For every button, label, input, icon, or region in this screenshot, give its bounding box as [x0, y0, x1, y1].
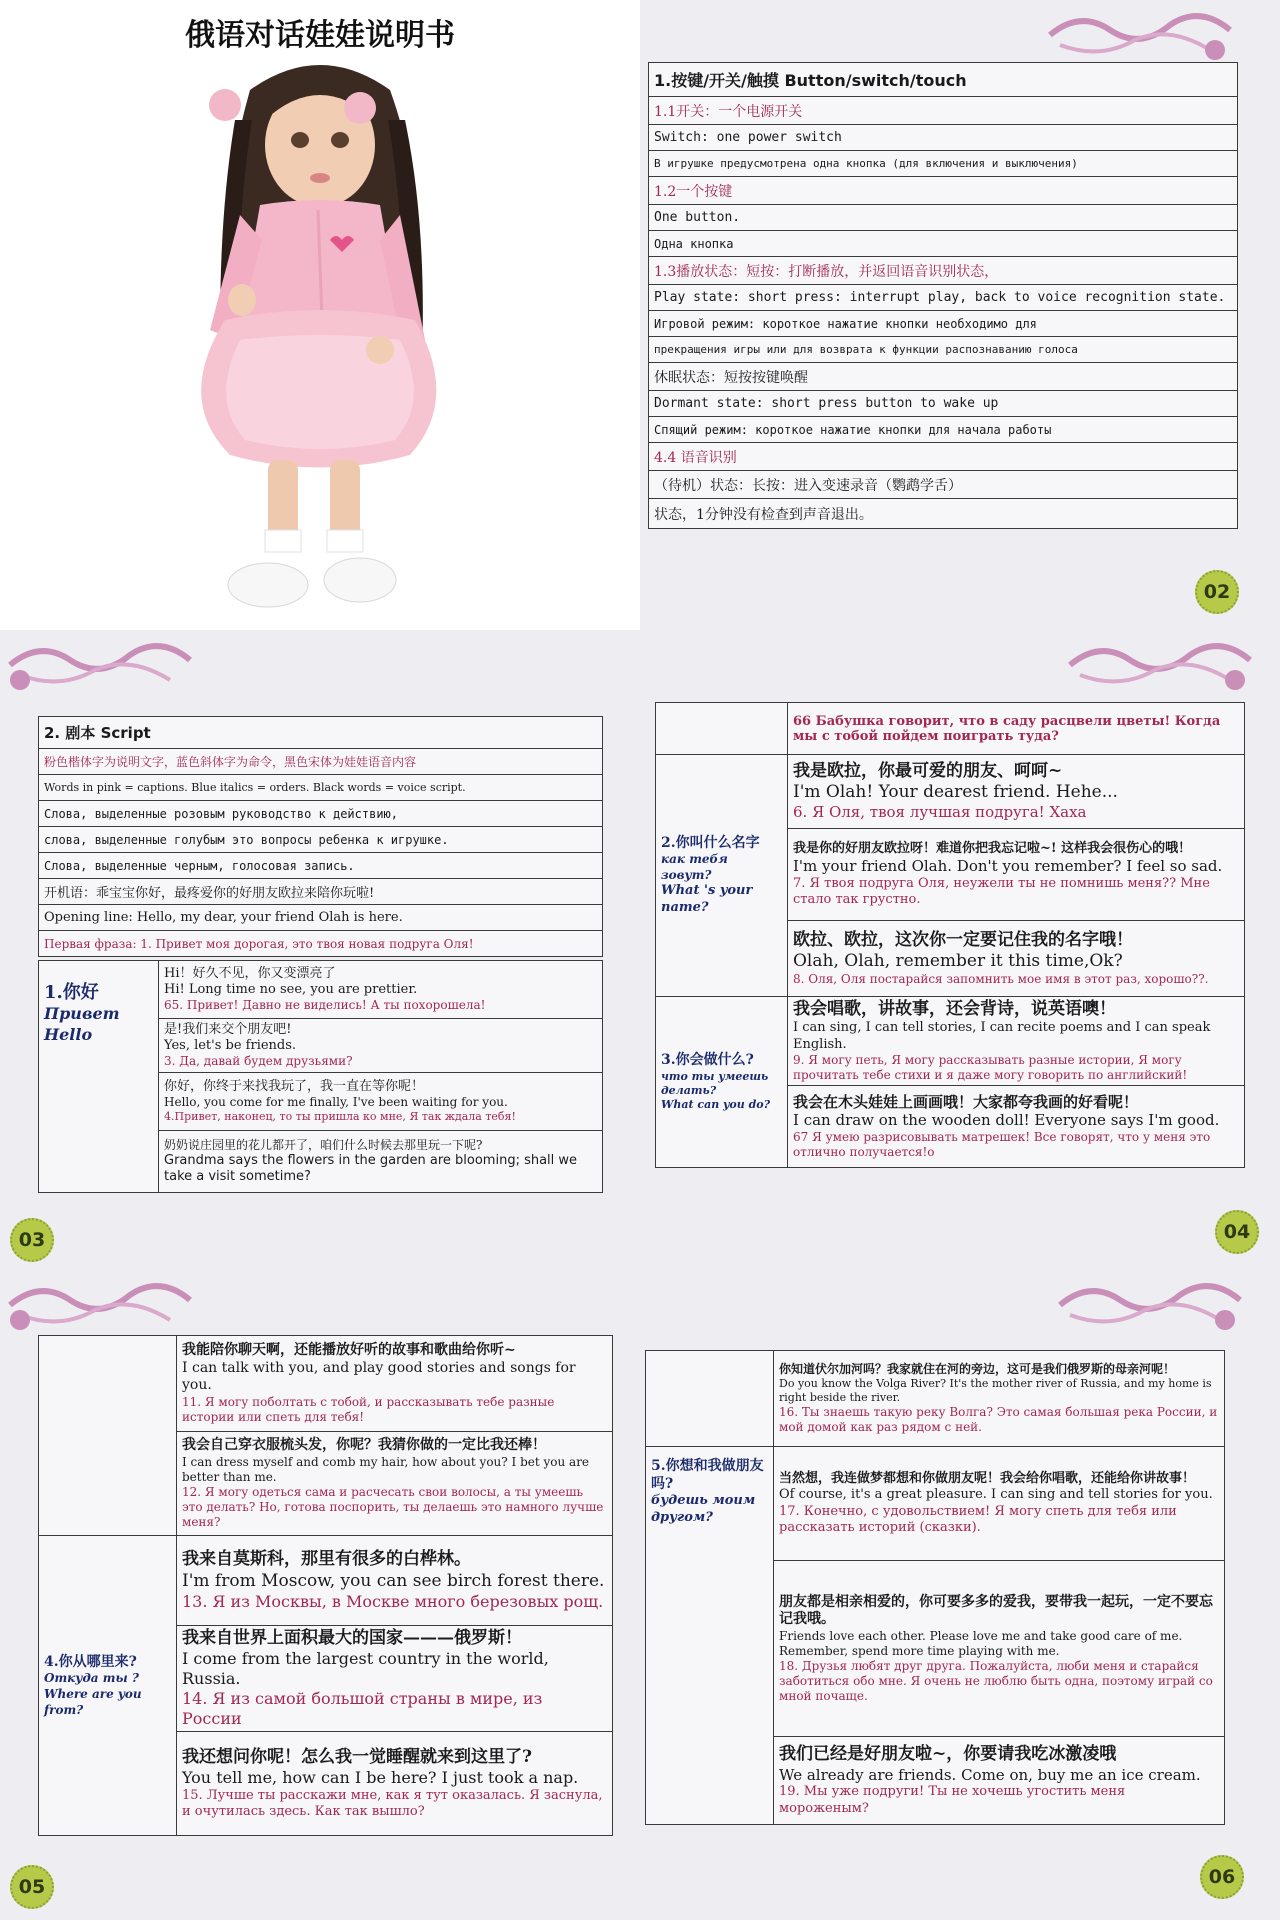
manual-page-04 [640, 630, 1280, 1270]
doll-photo-panel [0, 0, 640, 630]
section-title: 1.你好 [44, 982, 99, 1003]
row-text: Игровой режим: короткое нажатие кнопки необходимо для [649, 311, 1238, 337]
section-title: 4.你从哪里来? [44, 1654, 137, 1671]
entry-cn: 朋友都是相亲相爱的，你可要多多的爱我，要带我一起玩，一定不要忘记我哦。 [779, 1593, 1213, 1627]
row-text: Слова, выделенные черным, голосовая запись. [39, 853, 603, 879]
section-title-ru: что ты умеешь делать? [661, 1069, 769, 1097]
entry-ru: 14. Я из самой большой страны в мире, из России [182, 1689, 543, 1729]
row-text: 1.3播放状态：短按：打断播放，并返回语音识别状态， [649, 257, 1238, 285]
row-text: прекращения игры или для возврата к функции распознаванию голоса [649, 337, 1238, 363]
entry-cn: 你好，你终于来找我玩了，我一直在等你呢！ [164, 1079, 425, 1094]
entry-cn: 我会自己穿衣服梳头发，你呢？我猜你做的一定比我还棒！ [182, 1437, 546, 1454]
button-switch-table [648, 62, 1238, 529]
ribbon-decoration-icon [1060, 635, 1260, 705]
script-intro-table [38, 716, 603, 957]
row-text: 粉色楷体字为说明文字，蓝色斜体字为命令，黑色宋体为娃娃语音内容 [39, 749, 603, 775]
entry-en: I can dress myself and comb my hair, how about you? I bet you are better than me. [182, 1454, 590, 1484]
entry-en: Hi! Long time no see, you are prettier. [164, 982, 418, 997]
entry-cn: 我能陪你聊天啊，还能播放好听的故事和歌曲给你听~ [182, 1342, 516, 1359]
entry-cn: 奶奶说庄园里的花儿都开了，咱们什么时候去那里玩一下呢? [164, 1137, 483, 1152]
section-title: 3.你会做什么? [661, 1052, 754, 1069]
entry-ru: 11. Я могу поболтать с тобой, и рассказывать тебе разные истории или спеть для тебя! [182, 1394, 555, 1424]
row-text: One button. [649, 205, 1238, 231]
entry-ru: 4.Привет, наконец, то ты пришла ко мне, Я так ждала тебя! [164, 1110, 516, 1124]
entry-ru: 67 Я умею разрисовывать матрешек! Все говорят, что у меня это отлично получается!o [793, 1130, 1211, 1159]
row-text: 开机语：乖宝宝你好，最疼爱你的好朋友欧拉来陪你玩啦! [39, 879, 603, 905]
entry-cn: 是!我们来交个朋友吧! [164, 1021, 292, 1037]
entry-ru: 8. Оля, Оля постарайся запомнить мое имя в этот раз, хорошо??. [793, 972, 1209, 987]
friendship-section-table [645, 1350, 1225, 1825]
entry-en: We already are friends. Come on, buy me an ice cream. [779, 1765, 1201, 1784]
entry-en: I can draw on the wooden doll! Everyone says I'm good. [793, 1111, 1220, 1130]
ribbon-decoration-icon [0, 635, 200, 705]
entry-en: You tell me, how can I be here? I just took a nap. [182, 1768, 579, 1788]
origin-section-table [38, 1335, 613, 1836]
entry-cn: 我是欧拉，你最可爱的朋友、呵呵~ [793, 760, 1063, 781]
row-text: Слова, выделенные розовым руководство к действию, [39, 801, 603, 827]
entry-en: I'm Olah! Your dearest friend. Hehe... [793, 782, 1118, 803]
entry-cn: 我还想问你呢！怎么我一觉睡醒就来到这里了? [182, 1746, 532, 1767]
entry-cn: 我们已经是好朋友啦~，你要请我吃冰激凌哦 [779, 1744, 1117, 1765]
row-text: В игрушке предусмотрена одна кнопка (для включения и выключения) [649, 151, 1238, 177]
entry-cn: Hi！好久不见，你又变漂亮了 [164, 965, 336, 981]
section-heading: 2. 剧本 Script [39, 717, 603, 749]
entry-ru: 66 Бабушка говорит, что в саду расцвели цветы! Когда мы с тобой пойдем поиграть туда? [788, 703, 1245, 755]
entry-ru: 19. Мы уже подруги! Ты не хочешь угостить меня мороженым? [779, 1784, 1126, 1816]
manual-page-03 [0, 630, 640, 1270]
entry-en: I'm your friend Olah. Don't you remember? I feel so sad. [793, 857, 1223, 875]
entry-ru: 9. Я могу петь, Я могу рассказывать разные истории, Я могу прочитать тебе стихи и я даже могу говорить по английский! [793, 1052, 1188, 1082]
entry-cn: 当然想，我连做梦都想和你做朋友呢！我会给你唱歌，还能给你讲故事！ [779, 1471, 1196, 1486]
entry-cn: 我会唱歌，讲故事，还会背诗，说英语噢！ [793, 999, 1116, 1019]
manual-page-05 [0, 1270, 640, 1920]
row-text: Switch: one power switch [649, 125, 1238, 151]
row-text: 4.4 语音识别 [649, 443, 1238, 471]
row-text: Words in pink = captions. Blue italics = orders. Black words = voice script. [39, 775, 603, 801]
row-text: Первая фраза: 1. Привет моя дорогая, это твоя новая подруга Оля! [39, 931, 603, 957]
page-number-badge: 03 [10, 1218, 54, 1262]
page-number-badge: 05 [10, 1865, 54, 1909]
manual-page-02 [640, 0, 1280, 630]
entry-en: Do you know the Volga River? It's the mother river of Russia, and my home is right beside the river. [779, 1377, 1212, 1404]
name-and-skills-table [655, 702, 1245, 1168]
section-title-en: Hello [44, 1025, 93, 1045]
entry-en: Of course, it's a great pleasure. I can sing and tell stories for you. [779, 1487, 1213, 1503]
entry-cn: 我来自世界上面积最大的国家———俄罗斯！ [182, 1628, 522, 1648]
entry-en: I'm from Moscow, you can see birch forest there. [182, 1570, 605, 1591]
ribbon-decoration-icon [1050, 1275, 1250, 1345]
entry-en: Friends love each other. Please love me and take good care of me. Remember, spend more time playing with me. [779, 1628, 1183, 1658]
entry-ru: 7. Я твоя подруга Оля, неужели ты не помнишь меня?? Мне стало так грустно. [793, 875, 1210, 907]
section-title-ru: будешь моим другом? [651, 1493, 756, 1526]
row-text: 休眠状态：短按按键唤醒 [649, 363, 1238, 391]
hello-section-table [38, 960, 603, 1193]
section-title-ru: Привет [44, 1004, 120, 1024]
row-text: 1.2一个按键 [649, 177, 1238, 205]
section-title-en: What can you do? [661, 1098, 771, 1112]
entry-en: I come from the largest country in the world, Russia. [182, 1649, 549, 1689]
entry-en: Hello, you come for me finally, I've been waiting for you. [164, 1095, 508, 1110]
doll-image [0, 0, 640, 630]
entry-ru: 18. Друзья любят друг друга. Пожалуйста, люби меня и старайся заботиться обо мне. Я очень не люблю быть одна, поэтому играй со мной почаще. [779, 1658, 1213, 1703]
section-title: 2.你叫什么名字 [661, 834, 760, 851]
entry-en: Yes, let's be friends. [164, 1038, 297, 1053]
section-title: 5.你想和我做朋友吗? [651, 1458, 764, 1493]
entry-ru: 15. Лучше ты расскажи мне, как я тут оказалась. Я заснула, и очутилась здесь. Как так вышло? [182, 1788, 603, 1820]
page-number-badge: 04 [1215, 1210, 1259, 1254]
entry-ru: 6. Я Оля, твоя лучшая подруга! Хаха [793, 803, 1087, 822]
manual-page-06 [640, 1270, 1280, 1920]
section-title-ru: Откуда ты ? [44, 1671, 139, 1686]
entry-cn: 我会在木头娃娃上画画哦！大家都夸我画的好看呢！ [793, 1092, 1139, 1111]
row-text: Opening line: Hello, my dear, your friend Olah is here. [39, 905, 603, 931]
entry-en: I can talk with you, and play good stories and songs for you. [182, 1359, 576, 1394]
entry-cn: 我是你的好朋友欧拉呀！难道你把我忘记啦~! 这样我会很伤心的哦！ [793, 840, 1192, 856]
row-text: （待机）状态：长按：进入变速录音（鹦鹉学舌） [649, 471, 1238, 499]
page-number-badge: 06 [1200, 1855, 1244, 1899]
entry-cn: 欧拉、欧拉，这次你一定要记住我的名字哦！ [793, 929, 1133, 950]
entry-cn: 我来自莫斯科，那里有很多的白桦林。 [182, 1549, 471, 1570]
entry-ru: 17. Конечно, с удовольствием! Я могу спеть для тебя или рассказать историй (сказки). [779, 1503, 1177, 1535]
section-title-en: Where are you from? [44, 1686, 142, 1717]
entry-ru: 65. Привет! Давно не виделись! А ты похорошела! [164, 998, 486, 1013]
section-title-ru: как тебя зовут? [661, 852, 728, 882]
section-title-en: What 's your name? [661, 883, 753, 916]
row-text: Одна кнопка [649, 231, 1238, 257]
entry-ru: 12. Я могу одеться сама и расчесать свои волосы, а ты умеешь это делать? Но, готова поспорить, ты делаешь это намного лучше меня? [182, 1484, 604, 1529]
row-text: 1.1开关：一个电源开关 [649, 97, 1238, 125]
row-text: Спящий режим: короткое нажатие кнопки для начала работы [649, 417, 1238, 443]
entry-ru: 3. Да, давай будем друзьями? [164, 1054, 353, 1069]
entry-en: Grandma says the flowers in the garden are blooming; shall we take a visit sometime? [164, 1152, 578, 1184]
page-title: 俄语对话娃娃说明书 [185, 18, 455, 53]
entry-en: I can sing, I can tell stories, I can recite poems and I can speak English. [793, 1020, 1211, 1052]
row-text: 状态，1分钟没有检查到声音退出。 [649, 499, 1238, 529]
section-heading: 1.按键/开关/触摸 Button/switch/touch [649, 63, 1238, 97]
row-text: Play state: short press: interrupt play, back to voice recognition state. [649, 285, 1238, 311]
row-text: слова, выделенные голубым это вопросы ребенка к игрушке. [39, 827, 603, 853]
row-text: Dormant state: short press button to wake up [649, 391, 1238, 417]
entry-ru: 13. Я из Москвы, в Москве много березовых рощ. [182, 1591, 604, 1611]
page-number-badge: 02 [1195, 570, 1239, 614]
entry-en: Olah, Olah, remember it this time,Ok? [793, 951, 1123, 971]
entry-ru: 16. Ты знаешь такую реку Волга? Это самая большая река России, и мой домой как раз рядом с ней. [779, 1404, 1218, 1434]
entry-cn: 你知道伏尔加河吗？我家就住在河的旁边，这可是我们俄罗斯的母亲河呢！ [779, 1362, 1176, 1377]
